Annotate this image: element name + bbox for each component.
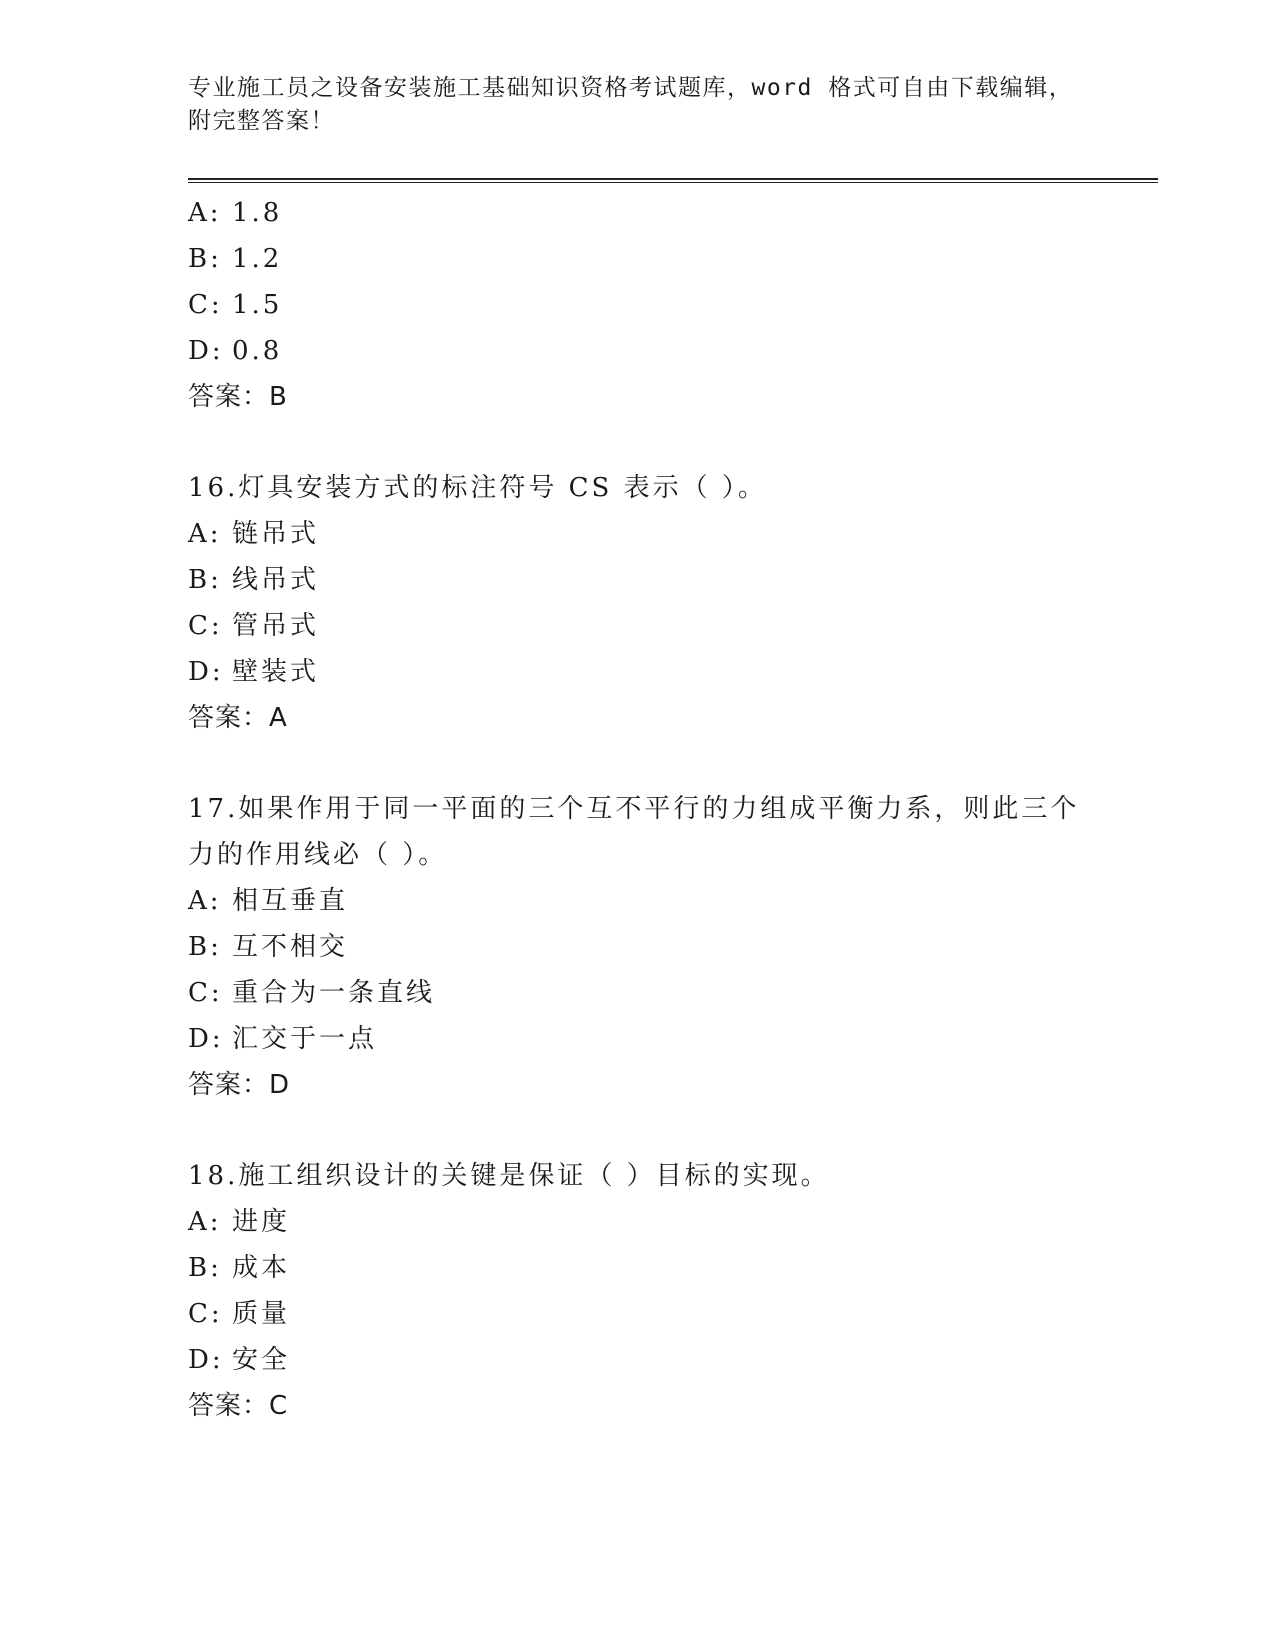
option-d: D: 汇交于一点 — [188, 1024, 378, 1054]
header-divider — [188, 178, 1158, 183]
option-c: C: 质量 — [188, 1299, 291, 1329]
option-d: D: 安全 — [188, 1345, 291, 1375]
question-list — [188, 190, 1148, 1429]
document-header — [188, 72, 1088, 138]
option-b: B: 线吊式 — [188, 565, 320, 595]
answer-line: 答案：B — [188, 382, 288, 412]
option-d: D: 壁装式 — [188, 657, 320, 687]
option-a: A: 1.8 — [188, 198, 283, 228]
question-18-block — [188, 1153, 1148, 1429]
spacer — [188, 1108, 1148, 1153]
question-text-line-1: 17.如果作用于同一平面的三个互不平行的力组成平衡力系，则此三个 — [188, 794, 1080, 824]
option-a: A: 链吊式 — [188, 519, 320, 549]
question-16-block — [188, 465, 1148, 741]
answer-line: 答案：D — [188, 1070, 291, 1100]
option-c: C: 重合为一条直线 — [188, 978, 436, 1008]
header-line-1: 专业施工员之设备安装施工基础知识资格考试题库，word 格式可自由下载编辑， — [188, 75, 1074, 101]
spacer — [188, 741, 1148, 786]
answer-line: 答案：C — [188, 1391, 289, 1421]
option-a: A: 进度 — [188, 1207, 291, 1237]
question-text: 18.施工组织设计的关键是保证（ ）目标的实现。 — [188, 1161, 830, 1191]
question-15-block — [188, 190, 1148, 420]
option-c: C: 1.5 — [188, 290, 283, 320]
option-d: D: 0.8 — [188, 336, 283, 366]
option-c: C: 管吊式 — [188, 611, 320, 641]
question-17-block — [188, 786, 1148, 1108]
header-line-2: 附完整答案！ — [188, 108, 335, 134]
answer-line: 答案：A — [188, 703, 288, 733]
spacer — [188, 420, 1148, 465]
question-text: 16.灯具安装方式的标注符号 CS 表示（ ）。 — [188, 473, 767, 503]
option-b: B: 1.2 — [188, 244, 283, 274]
option-b: B: 互不相交 — [188, 932, 349, 962]
question-text-line-2: 力的作用线必（ ）。 — [188, 840, 448, 870]
option-b: B: 成本 — [188, 1253, 291, 1283]
option-a: A: 相互垂直 — [188, 886, 349, 916]
